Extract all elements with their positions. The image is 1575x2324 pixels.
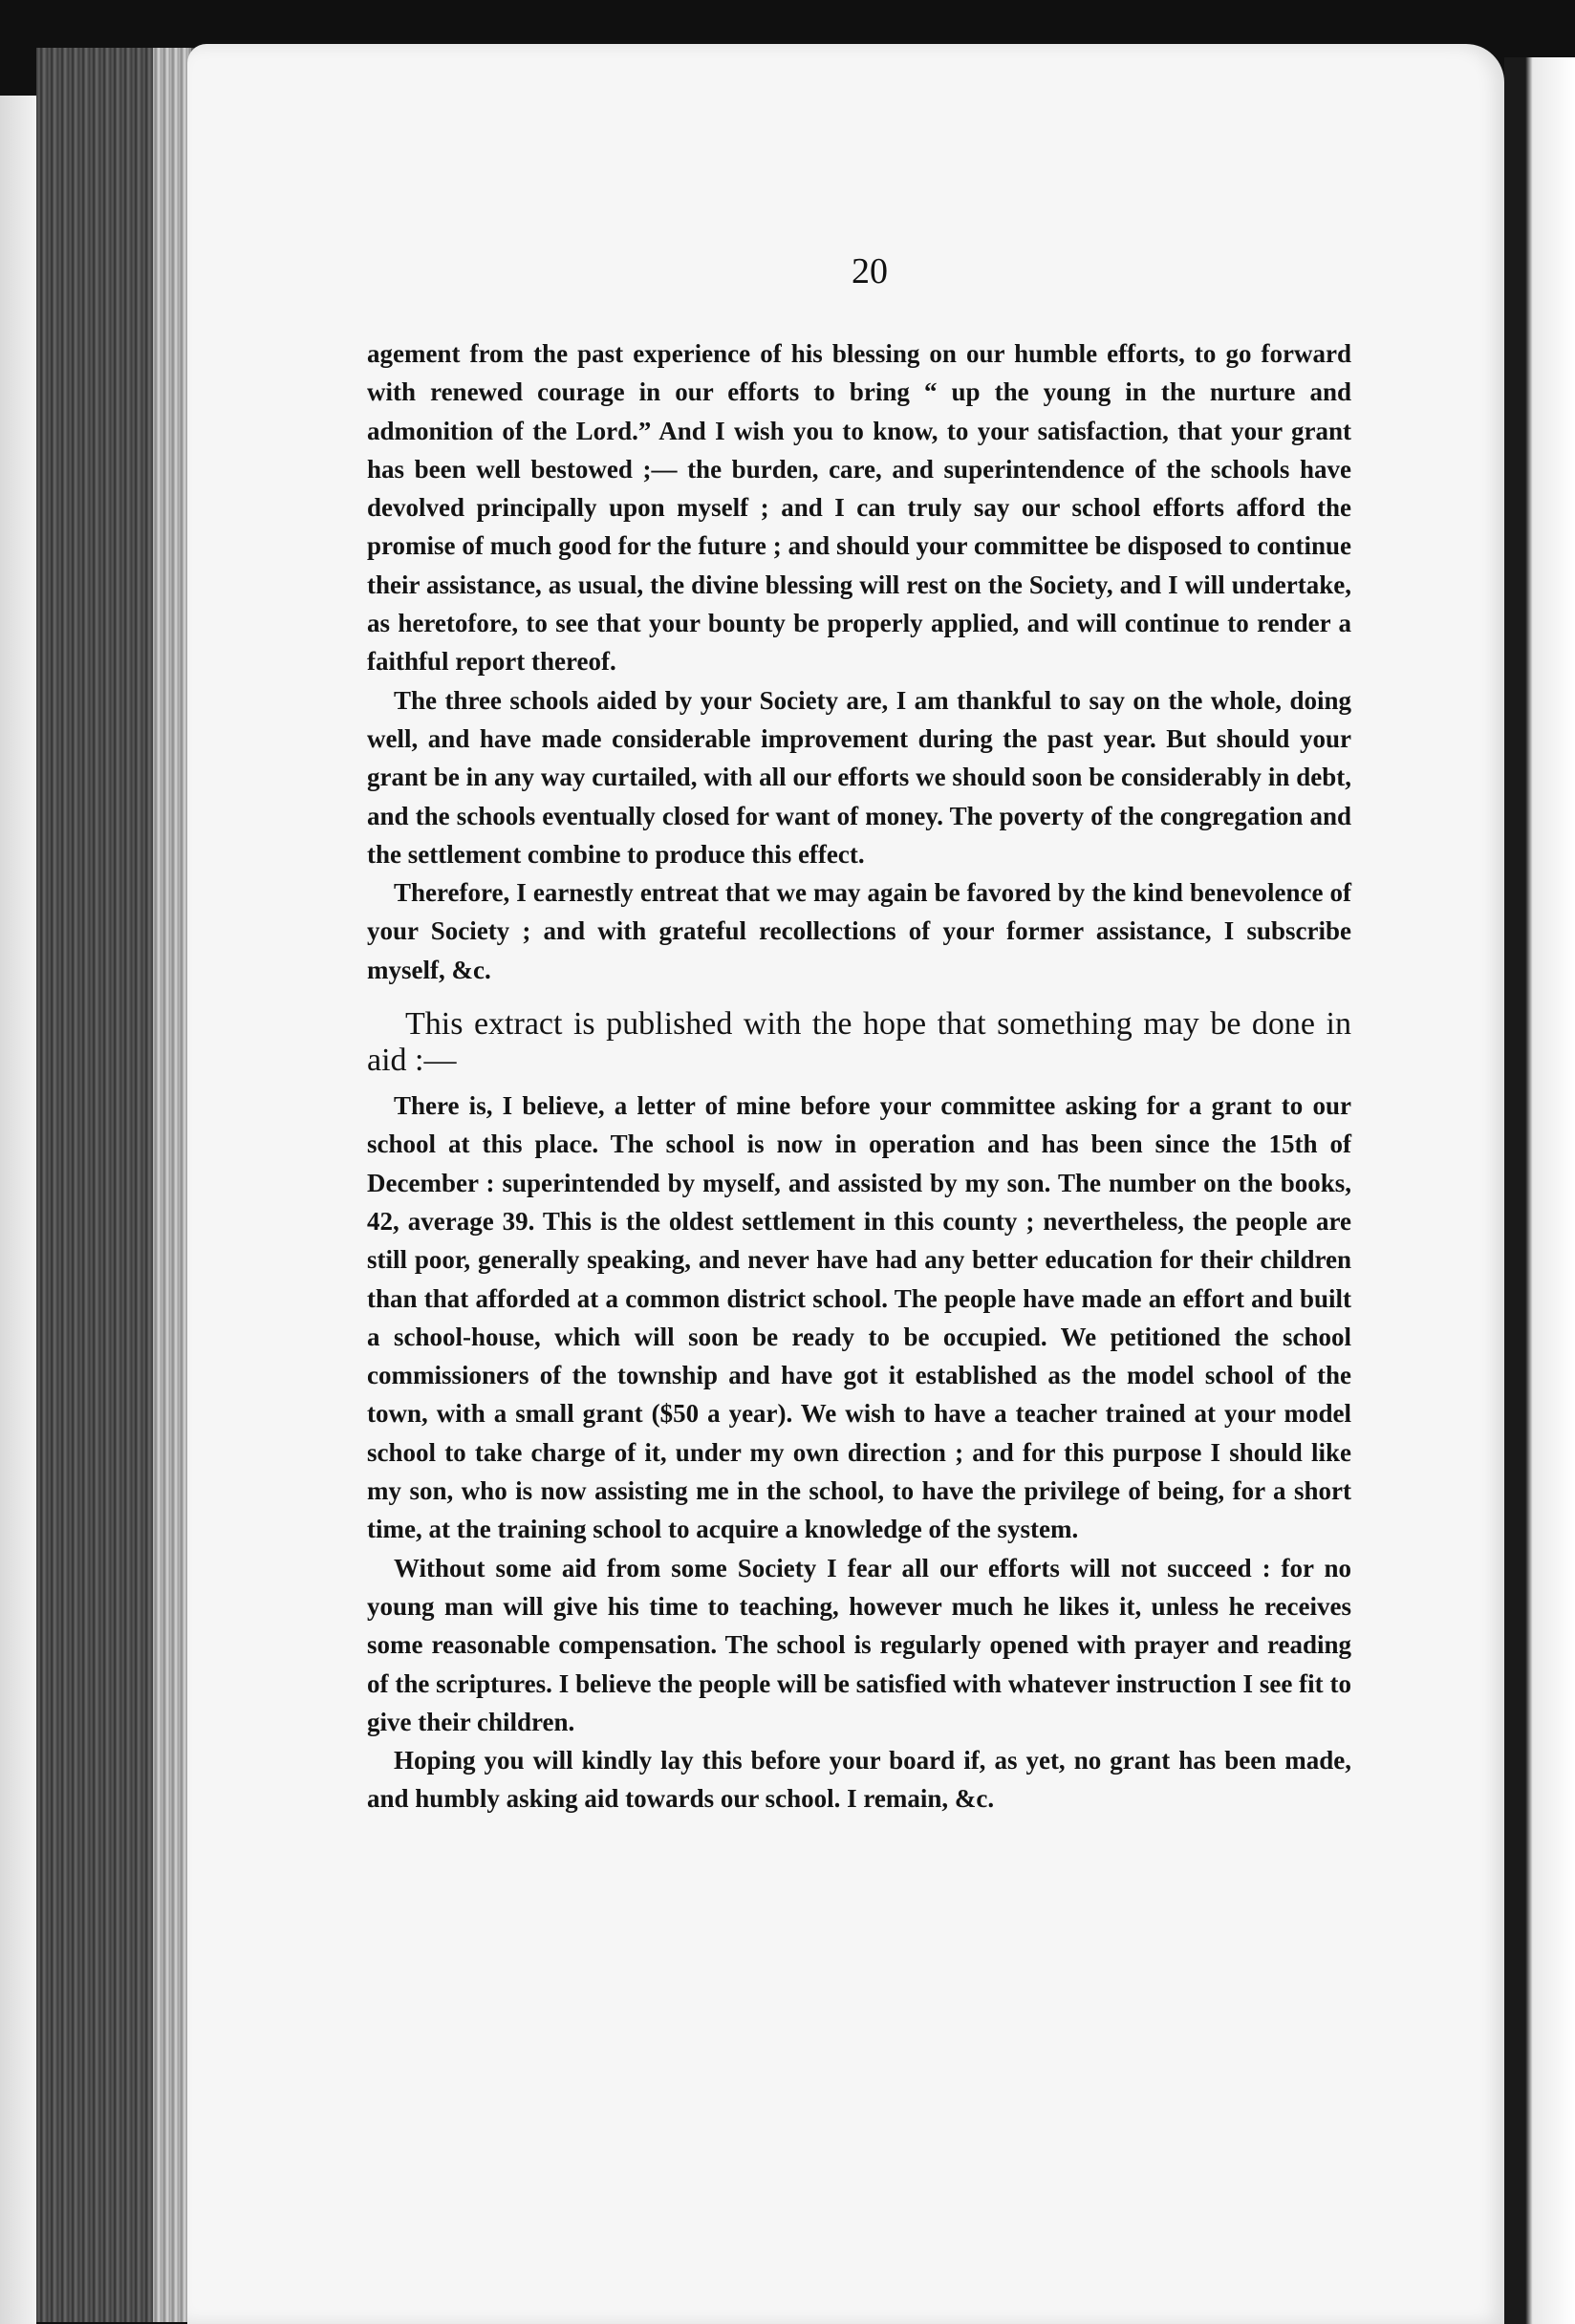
page-number: 20 (852, 251, 888, 291)
paragraph-closing: Hoping you will kindly lay this before your board if, as yet, no grant has been made, and humbly asking aid towards our school. I remain, &c. (367, 1746, 1351, 1814)
extract-introduction: This extract is published with the hope that something may be done in aid :— (367, 1006, 1351, 1079)
paragraph-letter: There is, I believe, a letter of mine before your committee asking for a grant to our school at this place. The school is now in operation and has been since the 15th of December : superintended by myself, and assisted by my son. The number on the books, 42, average 39. This is the oldest settlement in this county ; nevertheless, the people are still poor, generally speaking, and never have had any better education for their children than that afforded at a common district school. The people have made an effort and built a school-house, which will soon be ready to be occupied. We petitioned the school commissioners of the township and have got it established as the model school of the town, with a small grant ($50 a year). We wish to have a teacher trained at your model school to take charge of it, under my own direction ; and for this purpose I should like my son, who is now assisting me in the school, to have the privilege of being, for a short time, at the training school to acquire a knowledge of the system. (367, 1091, 1351, 1544)
paragraph-aid: Without some aid from some Society I fear all our efforts will not succeed : for no young man will give his time to teaching, however much he likes it, unless he receives some reasonable compensation. The school is regularly opened with prayer and reading of the scriptures. I believe the people will be satisfied with whatever instruction I see fit to give their children. (367, 1553, 1351, 1736)
book-right-edge (1504, 57, 1575, 2324)
book-page-edges-light (153, 48, 191, 2322)
background-page-edge (0, 96, 36, 2324)
page-text (367, 334, 1351, 1818)
paragraph-continuation: agement from the past experience of his blessing on our humble efforts, to go forward with renewed courage in our efforts to bring “ up the young in the nurture and admonition of the Lord.” And I wish you to know, to your satisfaction, that your grant has been well bestowed ;— the burden, care, and superintendence of the schools have devolved principally upon myself ; and I can truly say our school efforts afford the promise of much good for the future ; and should your committee be disposed to continue their assistance, as usual, the divine blessing will rest on the Society, and I will undertake, as heretofore, to see that your bounty be properly applied, and will continue to render a faithful report thereof. (367, 339, 1351, 677)
paragraph-entreaty: Therefore, I earnestly entreat that we may again be favored by the kind benevolence of your Society ; and with grateful recollections of your former assistance, I subscribe myself, &c. (367, 878, 1351, 984)
paragraph-schools: The three schools aided by your Society are, I am thankful to say on the whole, doing well, and have made considerable improvement during the past year. But should your grant be in any way curtailed, with all our efforts we should soon be considerably in debt, and the schools eventually closed for want of money. The poverty of the congregation and the settlement combine to produce this effect. (367, 685, 1351, 869)
